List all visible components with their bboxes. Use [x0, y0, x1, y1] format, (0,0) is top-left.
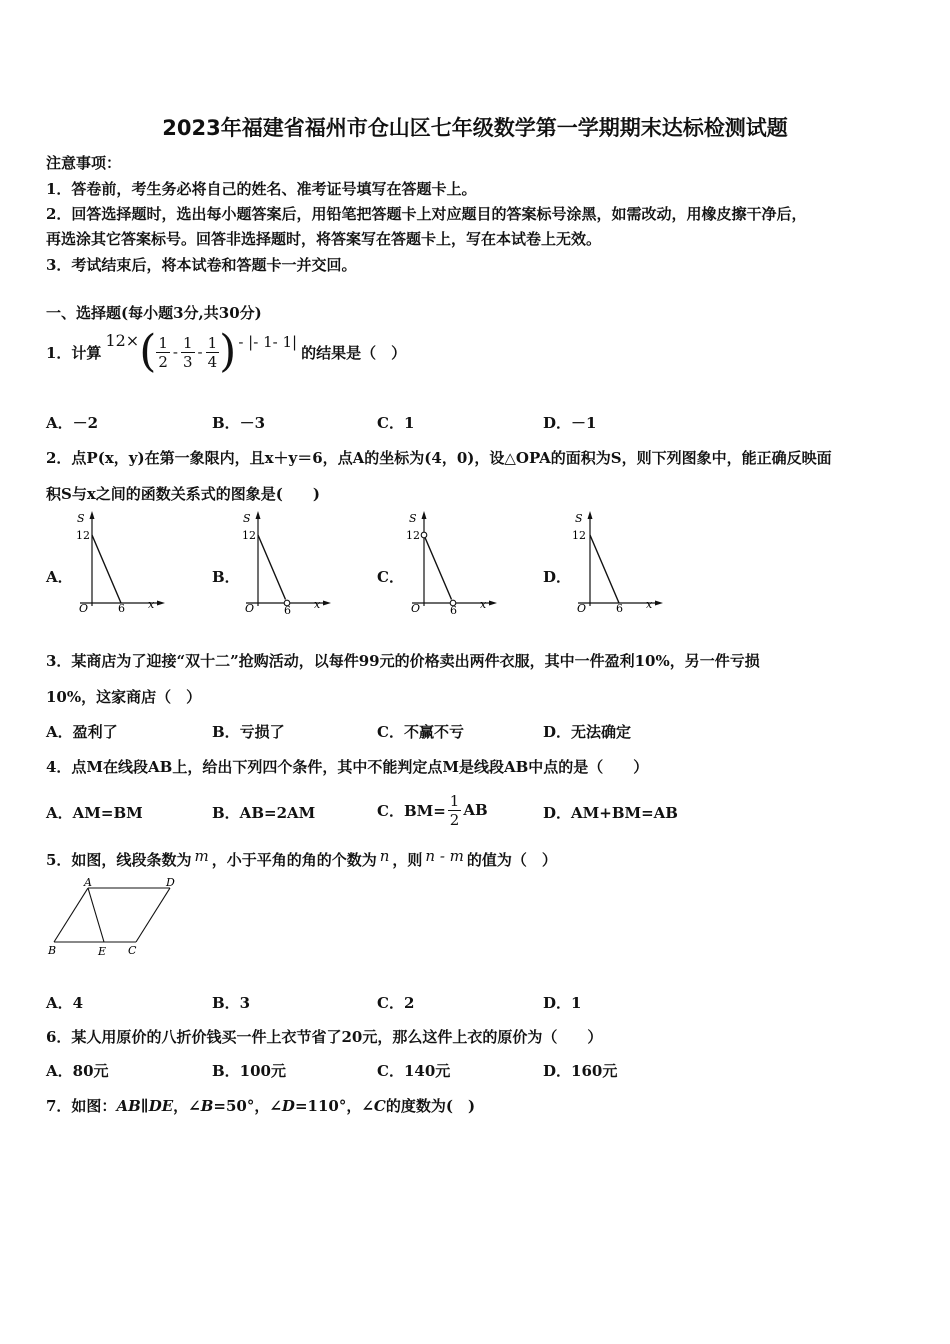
q2-option-a-label[interactable]: A．: [46, 568, 73, 586]
q1-abs-part: - |- 1- 1|: [238, 333, 298, 351]
q1-suffix: 的结果是（ ）: [301, 343, 407, 362]
y-tick-label: 12: [572, 529, 586, 542]
q6-option-a[interactable]: A．80元: [46, 1062, 109, 1080]
origin-label: O: [411, 602, 421, 615]
q1-fraction-3: $\frac{1}{4}$: [207, 333, 218, 371]
q1-fraction-2: $\frac{1}{3}$: [183, 333, 193, 371]
graph-line: [425, 538, 451, 600]
q7-text-4: 的度数为( ): [385, 1097, 476, 1115]
x-tick-label: 6: [118, 602, 125, 615]
q4-option-c-prefix: C．BM=: [377, 801, 446, 820]
q3-option-a[interactable]: A．盈利了: [46, 723, 118, 741]
y-axis-label: S: [575, 512, 583, 525]
origin-label: O: [79, 602, 89, 615]
x-tick-label: 6: [284, 604, 291, 616]
q6-option-d[interactable]: D．160元: [543, 1062, 618, 1080]
q4-option-a[interactable]: A．AM=BM: [46, 804, 143, 822]
x-axis-arrow: [489, 601, 497, 606]
q3-stem-line-1: 3．某商店为了迎接“双十二”抢购活动，以每件99元的价格卖出两件衣服，其中一件盈利10%，另一件亏损: [46, 652, 760, 670]
y-tick-label: 12: [242, 529, 256, 542]
q5-expr: n - m: [425, 847, 464, 865]
x-tick-label: 6: [616, 602, 623, 615]
q1-minus-1: -: [172, 343, 178, 361]
notice-item-1: 1．答卷前，考生务必将自己的姓名、准考证号填写在答题卡上。: [46, 180, 477, 198]
x-axis-arrow: [323, 601, 331, 606]
y-axis-label: S: [409, 512, 417, 525]
x-axis-label: x: [314, 598, 321, 611]
q5-figure: [42, 876, 192, 960]
y-axis-label: S: [77, 512, 85, 525]
q1-open-paren: (: [139, 326, 157, 377]
q1-option-d[interactable]: D．－1: [543, 414, 597, 432]
q2-stem-line-1: 2．点P(x，y)在第一象限内，且x＋y＝6，点A的坐标为(4，0)，设△OPA的面积为S，则下列图象中，能正确反映面: [46, 449, 832, 467]
page-title: 2023年福建省福州市仓山区七年级数学第一学期期末达标检测试题: [162, 116, 788, 140]
q1-prefix: 1．计算: [46, 343, 102, 362]
q1-minus-2: -: [197, 343, 203, 361]
y-tick-label: 12: [406, 529, 420, 542]
q1-option-a[interactable]: A．－2: [46, 414, 99, 432]
q2-option-b-label[interactable]: B．: [212, 568, 240, 586]
q2-graph-c: [402, 508, 502, 616]
q5-var-n: n: [379, 847, 390, 865]
q3-stem-line-2: 10%，这家商店（ ）: [46, 688, 202, 706]
q7-text-2: =50°，∠: [213, 1097, 282, 1115]
q7-angle-c: C: [373, 1097, 386, 1115]
notice-heading: 注意事项：: [46, 154, 122, 172]
q7-angle-b: B: [200, 1097, 214, 1115]
q7-prefix: 7．如图：: [46, 1097, 117, 1115]
q7-condition: AB∥DE: [116, 1097, 174, 1115]
notice-item-3: 3．考试结束后，将本试卷和答题卡一并交回。: [46, 256, 357, 274]
q7-stem: [46, 1095, 475, 1116]
q3-option-c[interactable]: C．不赢不亏: [377, 723, 464, 741]
x-axis-label: x: [148, 598, 155, 611]
q2-graph-d: [568, 508, 668, 616]
q2-graph-b: [236, 508, 336, 616]
segment-ab: [54, 888, 88, 942]
segment-dc: [136, 888, 170, 942]
x-axis-label: x: [480, 598, 487, 611]
x-tick-label: 6: [450, 604, 457, 616]
y-axis-label: S: [243, 512, 251, 525]
q4-stem: 4．点M在线段AB上，给出下列四个条件，其中不能判定点M是线段AB中点的是（ ）: [46, 758, 649, 776]
q3-option-d[interactable]: D．无法确定: [543, 723, 632, 741]
q4-option-b[interactable]: B．AB=2AM: [212, 804, 316, 822]
q1-fraction-1: $\frac{1}{2}$: [158, 333, 168, 371]
q1-option-b[interactable]: B．－3: [212, 414, 266, 432]
q6-stem: 6．某人用原价的八折价钱买一件上衣节省了20元，那么这件上衣的原价为（ ）: [46, 1028, 603, 1046]
graph-line: [258, 535, 286, 600]
label-c: C: [128, 944, 137, 957]
q4-option-c-fraction: $\frac{1}{2}$: [449, 791, 460, 829]
y-axis-arrow: [588, 511, 593, 519]
graph-line: [92, 535, 121, 603]
x-axis-arrow: [157, 601, 165, 606]
q7-angle-d: D: [281, 1097, 295, 1115]
section-heading: 一、选择题(每小题3分,共30分): [46, 304, 262, 322]
q1-option-c[interactable]: C．1: [377, 414, 415, 432]
q2-graph-a: [70, 508, 170, 616]
q5-var-m: m: [194, 847, 209, 865]
notice-item-2-cont: 再选涂其它答案标号。回答非选择题时，将答案写在答题卡上，写在本试卷上无效。: [46, 230, 602, 248]
q4-option-c-suffix: AB: [463, 801, 488, 819]
origin-label: O: [245, 602, 255, 615]
y-axis-arrow: [90, 511, 95, 519]
x-axis-label: x: [646, 598, 653, 611]
label-e: E: [98, 945, 107, 958]
q6-option-c[interactable]: C．140元: [377, 1062, 451, 1080]
q1-close-paren: ): [219, 326, 237, 377]
q2-stem-line-2: 积S与x之间的函数关系式的图象是( ): [46, 485, 320, 503]
y-tick-label: 12: [76, 529, 90, 542]
origin-label: O: [577, 602, 587, 615]
open-start-point: [421, 532, 427, 538]
q5-option-c[interactable]: C．2: [377, 994, 415, 1012]
q7-text-1: ，∠: [173, 1097, 201, 1115]
q5-option-b[interactable]: B．3: [212, 994, 251, 1012]
q6-option-b[interactable]: B．100元: [212, 1062, 286, 1080]
q5-text-3: ，则: [392, 851, 423, 869]
label-d: D: [166, 876, 175, 889]
q7-text-3: =110°，∠: [294, 1097, 374, 1115]
segment-ae: [88, 888, 104, 942]
q5-text-1: 5．如图，线段条数为: [46, 851, 192, 869]
q2-option-c-label[interactable]: C．: [377, 568, 404, 586]
q5-stem: [46, 849, 557, 870]
q5-option-d[interactable]: D．1: [543, 994, 582, 1012]
y-axis-arrow: [422, 511, 427, 519]
notice-item-2: 2．回答选择题时，选出每小题答案后，用铅笔把答题卡上对应题目的答案标号涂黑，如需改动，用橡皮擦干净后，: [46, 205, 807, 223]
q5-text-2: ，小于平角的角的个数为: [211, 851, 377, 869]
label-b: B: [48, 944, 57, 957]
q1-factor: 12×: [105, 331, 140, 350]
q5-text-4: 的值为（ ）: [466, 851, 557, 869]
x-axis-arrow: [655, 601, 663, 606]
graph-line: [590, 535, 619, 603]
label-a: A: [84, 876, 92, 889]
q2-option-d-label[interactable]: D．: [543, 568, 572, 586]
question-1: [46, 326, 407, 377]
q4-option-c[interactable]: [377, 789, 488, 831]
q3-option-b[interactable]: B．亏损了: [212, 723, 285, 741]
q4-option-d[interactable]: D．AM+BM=AB: [543, 804, 678, 822]
y-axis-arrow: [256, 511, 261, 519]
q5-option-a[interactable]: A．4: [46, 994, 84, 1012]
